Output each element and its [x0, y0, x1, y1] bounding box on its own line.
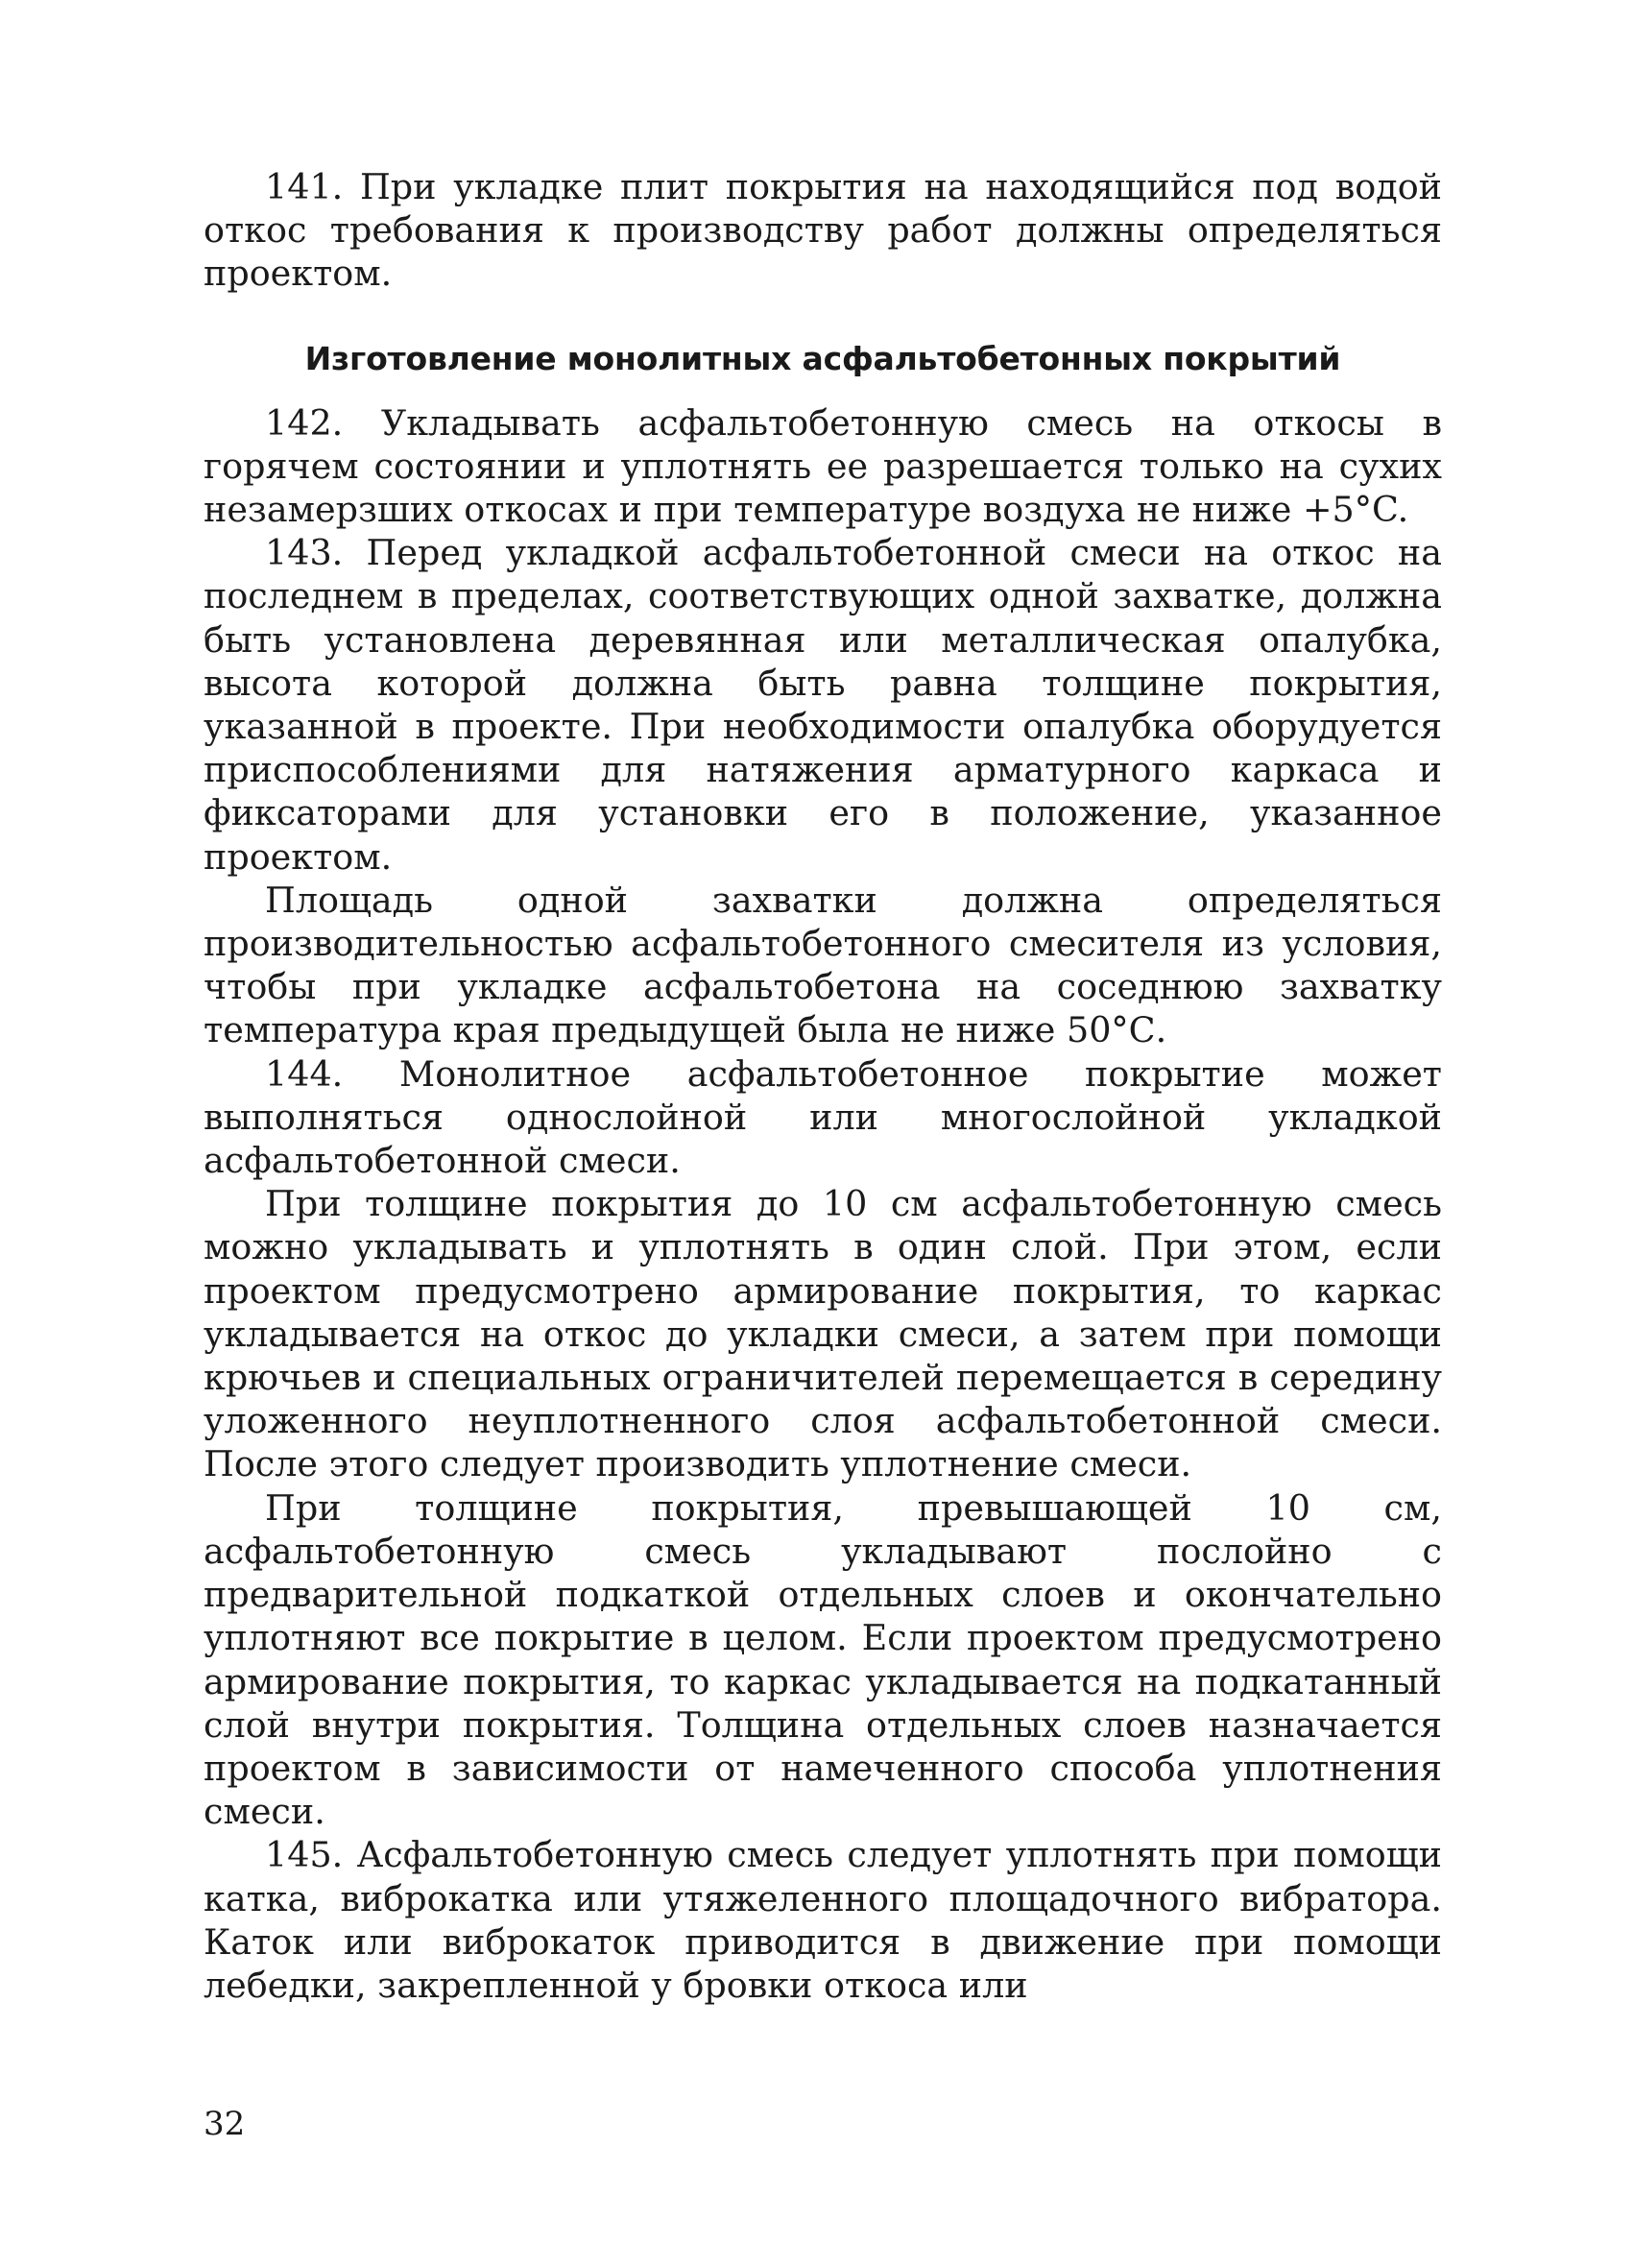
page-number: 32: [204, 2105, 246, 2143]
paragraph-142: 142. Укладывать асфальтобетонную смесь на откосы в горячем состоянии и уплотнять ее разрешается только на сухих незамерзших откосах и при температуре воздуха не ниже +5°C.: [204, 401, 1442, 531]
paragraph-144-single-layer: При толщине покрытия до 10 см асфальтобетонную смесь можно укладывать и уплотнять в один слой. При этом, если проектом предусмотрено армирование покрытия, то каркас укладывается на откос до укладки смеси, а затем при помощи крючьев и специальных ограничителей перемещается в середину уложенного неуплотненного слоя асфальтобетонной смеси. После этого следует производить уплотнение смеси.: [204, 1183, 1442, 1485]
page-body: [204, 165, 1442, 2007]
section-heading: Изготовление монолитных асфальтобетонных покрытий: [304, 339, 1341, 377]
paragraph-143-area: Площадь одной захватки должна определяться производительностью асфальтобетонного смесителя из условия, чтобы при укладке асфальтобетона на соседнюю захватку температура края предыдущей была не ниже 50°С.: [204, 879, 1442, 1051]
paragraph-144-multi-layer: При толщине покрытия, превышающей 10 см, асфальтобетонную смесь укладывают послойно с предварительной подкаткой отдельных слоев и окончательно уплотняют все покрытие в целом. Если проектом предусмотрено армирование покрытия, то каркас укладывается на подкатанный слой внутри покрытия. Толщина отдельных слоев назначается проектом в зависимости от намеченного способа уплотнения смеси.: [204, 1486, 1442, 1833]
paragraph-144: 144. Монолитное асфальтобетонное покрытие может выполняться однослойной или многослойной укладкой асфальтобетонной смеси.: [204, 1052, 1442, 1182]
paragraph-141: 141. При укладке плит покрытия на находящийся под водой откос требования к производству работ должны определяться проектом.: [204, 166, 1442, 295]
paragraph-143: 143. Перед укладкой асфальтобетонной смеси на откос на последнем в пределах, соответствующих одной захватке, должна быть установлена деревянная или металлическая опалубка, высота которой должна быть равна толщине покрытия, указанной в проекте. При необходимости опалубка оборудуется приспособлениями для натяжения арматурного каркаса и фиксаторами для установки его в положение, указанное проектом.: [204, 532, 1442, 878]
paragraph-145: 145. Асфальтобетонную смесь следует уплотнять при помощи катка, виброкатка или утяжеленного площадочного вибратора. Каток или виброкаток приводится в движение при помощи лебедки, закрепленной у бровки откоса или: [204, 1834, 1442, 2006]
